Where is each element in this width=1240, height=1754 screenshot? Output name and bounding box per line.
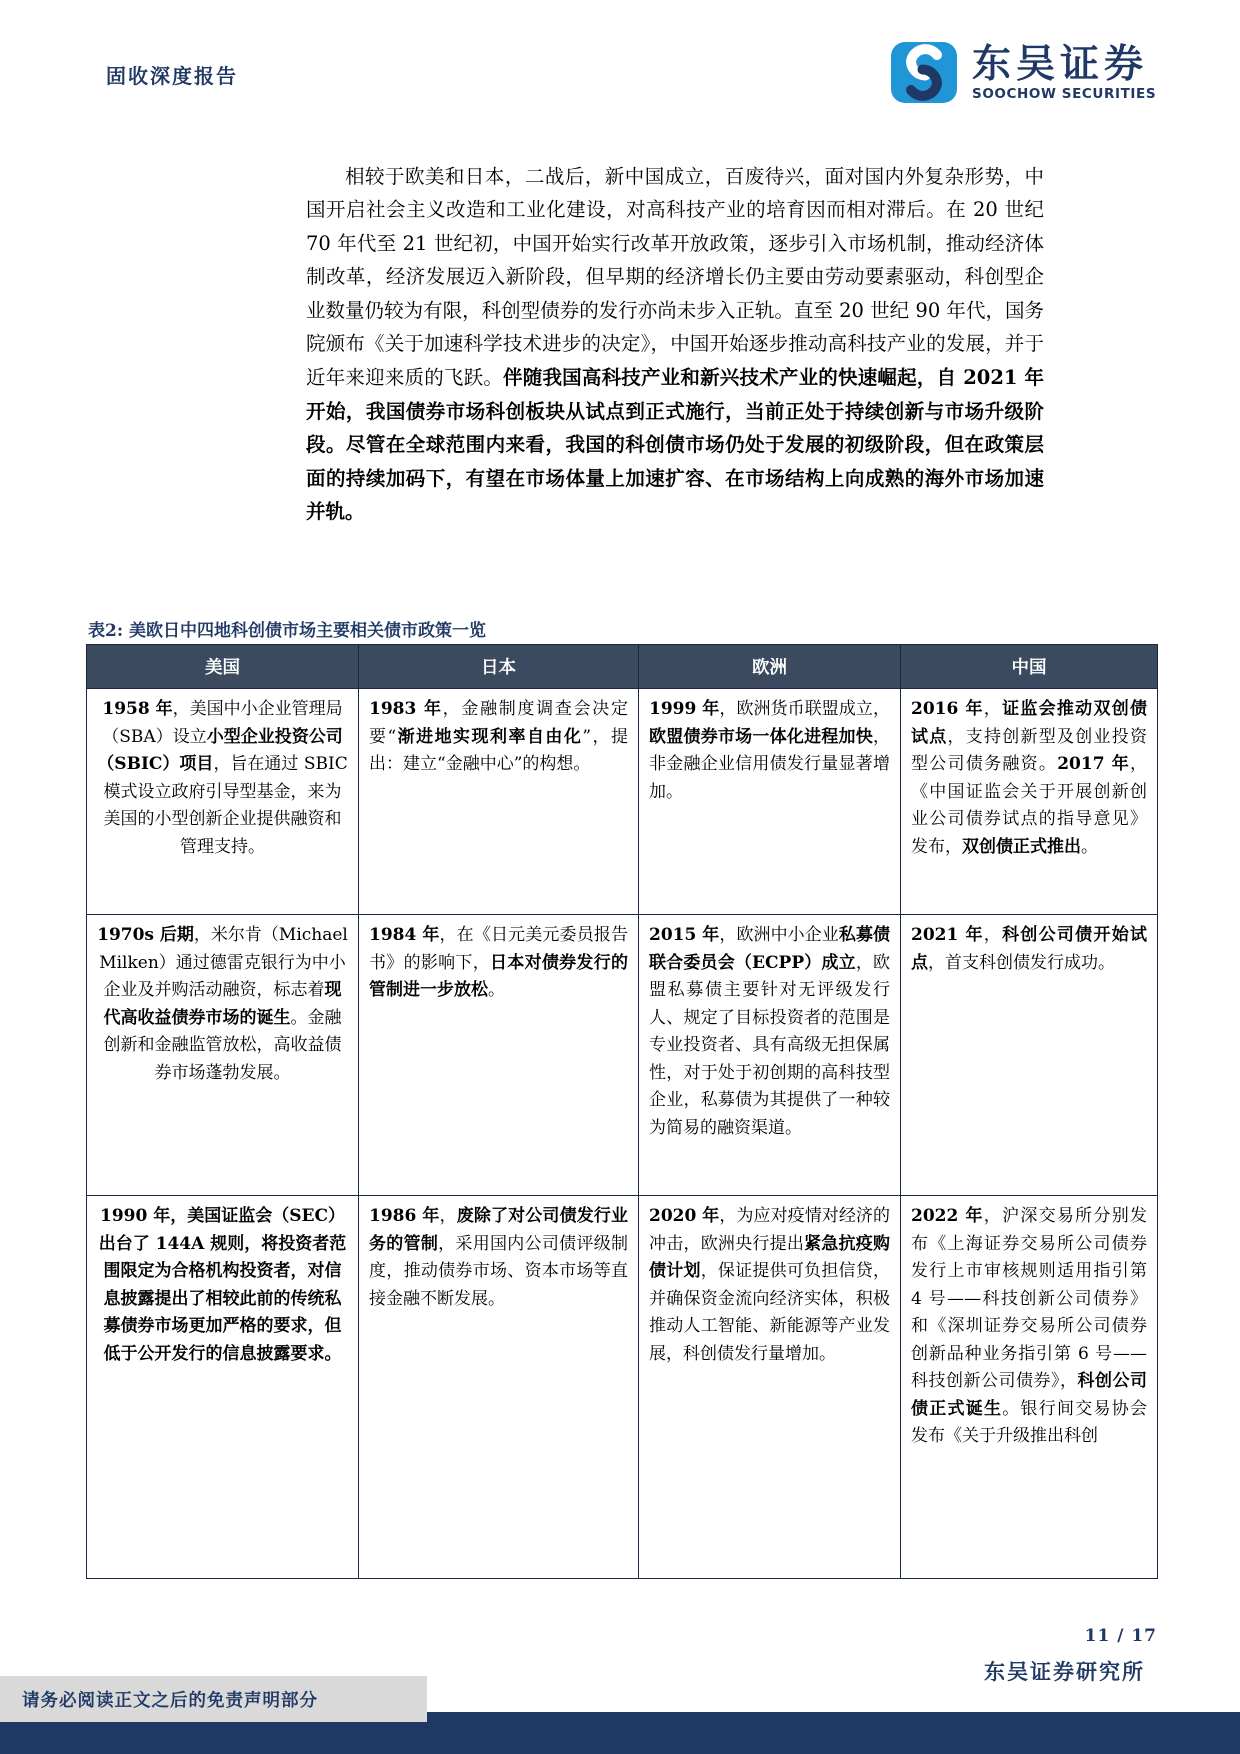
column-header-us: 美国	[87, 645, 359, 689]
table-cell: 1970s 后期，米尔肯（Michael Milken）通过德雷克银行为中小企业及并购活动融资，标志着现代高收益债券市场的诞生。金融创新和金融监管放松，高收益债券市场蓬勃发展。	[87, 915, 359, 1196]
page-number: 11 / 17	[1084, 1626, 1157, 1646]
table-row	[87, 689, 1158, 915]
table-cell: 2016 年，证监会推动双创债试点，支持创新型及创业投资型公司债务融资。2017 年，《中国证监会关于开展创新创业公司债券试点的指导意见》发布，双创债正式推出。	[901, 689, 1158, 915]
brand-name-cn: 东吴证券	[972, 41, 1149, 87]
table-cell: 1999 年，欧洲货币联盟成立，欧盟债券市场一体化进程加快，非金融企业信用债发行量显著增加。	[639, 689, 901, 915]
table-cell: 1986 年，废除了对公司债发行业务的管制，采用国内公司债评级制度，推动债券市场、资本市场等直接金融不断发展。	[359, 1196, 639, 1579]
soochow-logo-icon	[891, 42, 957, 103]
column-header-china: 中国	[901, 645, 1158, 689]
paragraph-plain-text: 相较于欧美和日本，二战后，新中国成立，百废待兴，面对国内外复杂形势，中国开启社会主义改造和工业化建设，对高科技产业的培育因而相对滞后。在 20 世纪 70 年代至 21 世纪初，中国开始实行改革开放政策，逐步引入市场机制，推动经济体制改革，经济发展迈入新阶段，但早期的经济增长仍主要由劳动要素驱动，科创型企业数量仍较为有限，科创型债券的发行亦尚未步入正轨。直至 20 世纪 90 年代，国务院颁布《关于加速科学技术进步的决定》，中国开始逐步推动高科技产业的发展，并于近年来迎来质的飞跃。	[306, 164, 1044, 390]
research-institute-label: 东吴证券研究所	[984, 1659, 1145, 1684]
table-cell: 1983 年，金融制度调查会决定要“渐进地实现利率自由化”，提出：建立“金融中心”的构想。	[359, 689, 639, 915]
table-title: 表2: 美欧日中四地科创债市场主要相关债市政策一览	[88, 621, 487, 641]
disclaimer-bar: 请务必阅读正文之后的免责声明部分	[0, 1676, 427, 1722]
table-cell: 2015 年，欧洲中小企业私募债联合委员会（ECPP）成立，欧盟私募债主要针对无评级发行人、规定了目标投资者的范围是专业投资者、具有高级无担保属性，对于处于初创期的高科技型企业，私募债为其提供了一种较为简易的融资渠道。	[639, 915, 901, 1196]
table-cell: 2022 年，沪深交易所分别发布《上海证券交易所公司债券发行上市审核规则适用指引第 4 号——科技创新公司债券》和《深圳证券交易所公司债券创新品种业务指引第 6 号——科技创新公司债券》，科创公司债正式诞生。银行间交易协会发布《关于升级推出科创	[901, 1196, 1158, 1579]
table-cell: 2021 年，科创公司债开始试点，首支科创债发行成功。	[901, 915, 1158, 1196]
table-row	[87, 915, 1158, 1196]
body-paragraph	[306, 160, 1044, 530]
column-header-europe: 欧洲	[639, 645, 901, 689]
table-header-row	[87, 645, 1158, 689]
column-header-japan: 日本	[359, 645, 639, 689]
paragraph-bold-text: 伴随我国高科技产业和新兴技术产业的快速崛起，自 2021 年开始，我国债券市场科创板块从试点到正式施行，当前正处于持续创新与市场升级阶段。尽管在全球范围内来看，我国的科创债市场仍处于发展的初级阶段，但在政策层面的持续加码下，有望在市场体量上加速扩容、在市场结构上向成熟的海外市场加速并轨。	[306, 366, 1044, 524]
brand-name-en: SOOCHOW SECURITIES	[972, 86, 1157, 102]
table-cell: 1990 年，美国证监会（SEC）出台了 144A 规则，将投资者范围限定为合格机构投资者，对信息披露提出了相较此前的传统私募债券市场更加严格的要求，但低于公开发行的信息披露要求。	[87, 1196, 359, 1579]
table-cell: 1958 年，美国中小企业管理局（SBA）设立小型企业投资公司（SBIC）项目，旨在通过 SBIC 模式设立政府引导型基金，来为美国的小型创新企业提供融资和管理支持。	[87, 689, 359, 915]
soochow-logo	[891, 42, 1156, 103]
policy-table	[86, 644, 1158, 1579]
table-cell: 1984 年，在《日元美元委员报告书》的影响下，日本对债券发行的管制进一步放松。	[359, 915, 639, 1196]
logo-text	[972, 42, 1156, 102]
table-cell: 2020 年，为应对疫情对经济的冲击，欧洲央行提出紧急抗疫购债计划，保证提供可负担信贷，并确保资金流向经济实体，积极推动人工智能、新能源等产业发展，科创债发行量增加。	[639, 1196, 901, 1579]
report-type-label: 固收深度报告	[106, 64, 238, 88]
table-row	[87, 1196, 1158, 1579]
policy-table-body	[87, 689, 1158, 1579]
